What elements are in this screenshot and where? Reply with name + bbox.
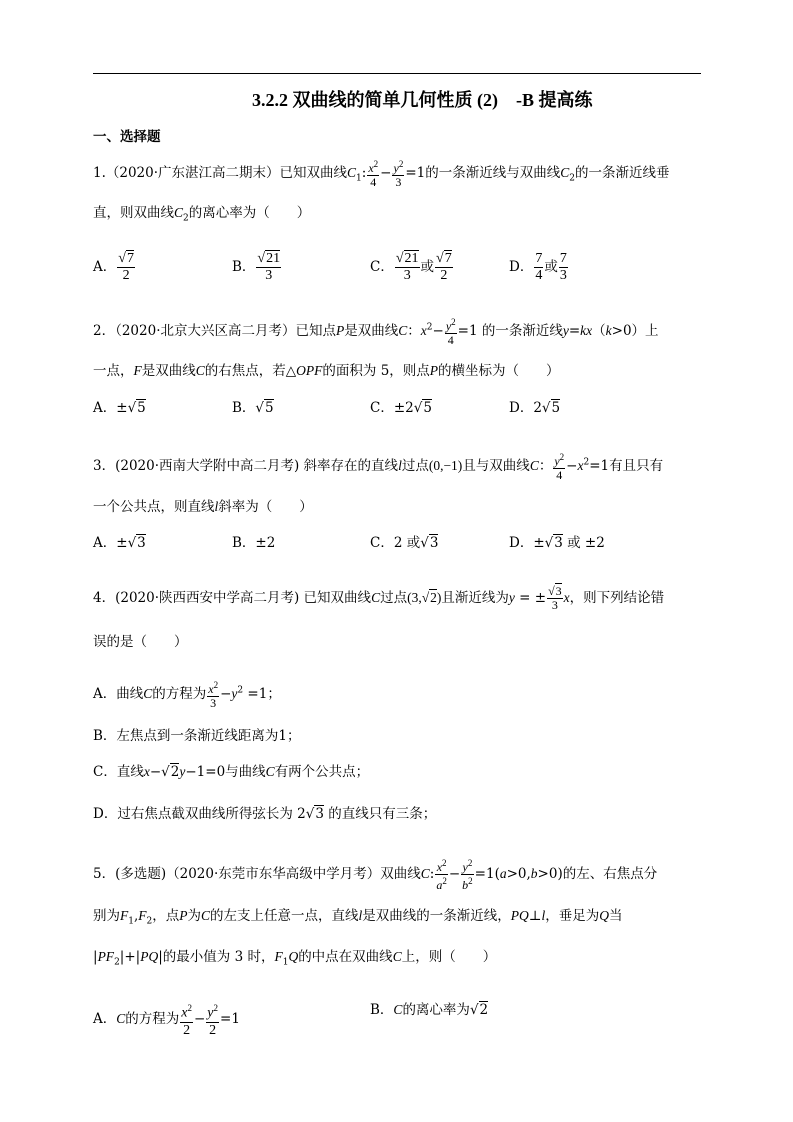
page-title: 3.2.2 双曲线的简单几何性质 (2) -B 提高练 (252, 90, 593, 110)
question-5-option-a: A．C的方程为 $\frac{x^2}{2}$ − $\frac{y^2}{2}$ =1 (93, 1000, 240, 1039)
question-4-line-1: 4．(2020·陕西西安中学高二月考) 已知双曲线C过点(3,√2)且渐近线为y = ± $\frac{√3}{3}$ x，则下列结论错 (93, 584, 665, 612)
question-4-option-d: D．过右焦点截双曲线所得弦长为 2√3 的直线只有三条； (93, 806, 437, 822)
question-3-option-a: A．±√3 (93, 535, 146, 551)
question-1-line-1: 1.（2020·广东湛江高二期末）已知双曲线$C_1$: $\frac{x^2}{4}$ − $\frac{y^2}{3}$ =1的一条渐近线与双曲线$C_2$的一条渐近线垂 (93, 159, 670, 189)
question-3-option-c: C．2 或√3 (370, 535, 439, 551)
question-4-line-2: 误的是（ ） (93, 634, 188, 650)
question-5-option-b: B．C的离心率为√2 (370, 1002, 489, 1018)
question-3-option-d: D．±√3 或 ±2 (509, 535, 605, 551)
question-3-line-2: 一个公共点，则直线l斜率为（ ） (93, 499, 313, 515)
question-2-line-2: 一点，F是双曲线C的右焦点，若△OPF的面积为 5，则点P的横坐标为（ ） (93, 363, 560, 379)
question-1-option-d: D． $\frac{7}{4}$ 或 $\frac{7}{3}$ (509, 251, 567, 283)
question-1-line-2: 直，则双曲线$C_2$的离心率为（ ） (93, 205, 311, 224)
header-rule (93, 73, 701, 74)
question-3-option-b: B．±2 (232, 535, 276, 551)
question-2-option-c: C．±2√5 (370, 400, 432, 416)
question-4-option-a: A．曲线C的方程为 $\frac{x^2}{3}$ $-y^2 =1$； (93, 680, 281, 710)
question-2-line-1: 2．（2020·北京大兴区高二月考）已知点P是双曲线C：$x^2-$ $\frac{y^2}{4}$ =1 的一条渐近线y=kx（k>0）上 (93, 317, 659, 347)
question-4-option-c: C．直线x−√2y−1=0与曲线C有两个公共点； (93, 764, 370, 780)
question-5-line-2: 别为$F_1,F_2$，点P为C的左支上任意一点，直线l是双曲线的一条渐近线，PQ⊥l，垂足为Q当 (93, 908, 623, 927)
section-heading: 一、选择题 (93, 129, 161, 145)
question-4-option-b: B．左焦点到一条渐近线距离为1； (93, 728, 301, 744)
question-2-option-b: B．√5 (232, 400, 274, 416)
question-5-line-3: $|PF_2|+|PQ|$的最小值为 3 时，$F_1Q$的中点在双曲线C上，则（ ） (93, 949, 497, 968)
question-1-option-a: A． $\frac{√7}{2}$ (93, 251, 134, 283)
question-1-option-b: B． $\frac{√21}{3}$ (232, 251, 281, 283)
question-1-option-c: C． $\frac{√21}{3}$ 或 $\frac{√7}{2}$ (370, 251, 452, 283)
question-5-line-1: 5．(多选题)（2020·东莞市东华高级中学月考）双曲线C: $\frac{x^2}{a^2}$ − $\frac{y^2}{b^2}$ =1(a>0,b>0)的左、右焦点分 (93, 858, 658, 892)
question-2-option-a: A．±√5 (93, 400, 146, 416)
question-2-option-d: D．2√5 (509, 400, 561, 416)
question-3-line-1: 3．(2020·西南大学附中高二月考) 斜率存在的直线l过点(0,−1)且与双曲线C： $\frac{y^2}{4}$ $-x^2=1$有且只有 (93, 452, 664, 482)
